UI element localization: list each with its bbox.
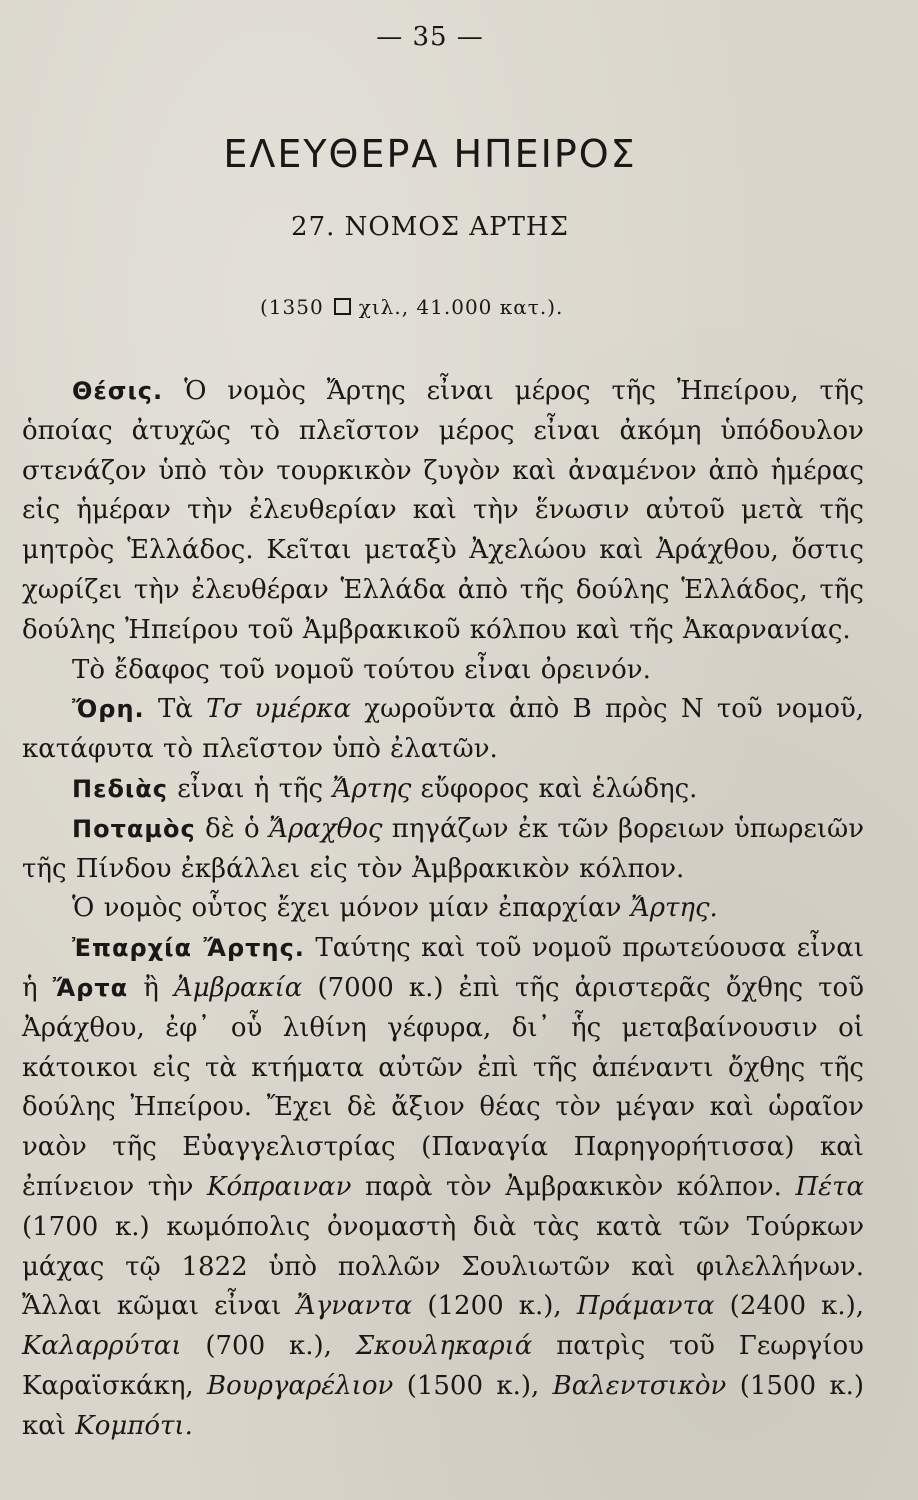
text-province-4: παρὰ τὸν Ἀμβρακικὸν κόλπον.	[364, 1171, 782, 1202]
name-peta: Πέτα	[795, 1171, 865, 1202]
text-mountains-1: Τὰ	[157, 694, 193, 725]
name-kopraina: Κόπραιναν	[207, 1171, 352, 1202]
paragraph-plain	[22, 770, 864, 810]
stats-area: χιλ., 41.000	[358, 295, 493, 319]
text-mountains-2: χωροῦντα ἀπὸ Β πρὸς Ν τοῦ νομοῦ, κατάφυτα τὸ πλεῖστον ὑπὸ ἐλατῶν.	[22, 694, 865, 765]
text-river-1: δὲ ὁ	[205, 813, 260, 844]
text-plain-2: εὔφορος καὶ ἑλώδης.	[420, 773, 698, 804]
text-province-8: (700 κ.),	[205, 1331, 332, 1362]
text-terrain: Τὸ ἔδαφος τοῦ νομοῦ τούτου εἶναι ὀρεινόν.	[72, 654, 651, 685]
area-population-line	[260, 295, 563, 319]
heading-province: Ἐπαρχία Ἄρτης.	[72, 934, 305, 963]
text-thesis: Ὁ νομὸς Ἄρτης εἶναι μέρος τῆς Ἠπείρου, τῆς ὁποίας ἀτυχῶς τὸ πλεῖστον μέρος εἶναι ἀκόμη ὑπόδουλον στενάζον ὑπὸ τὸν τουρκικὸν ζυγὸν καὶ ἀναμένον ἀπὸ ἡμέρας εἰς ἡμέραν τὴν ἐλευθερίαν καὶ τὴν ἕνωσιν αὐτοῦ μετὰ τῆς μητρὸς Ἑλλάδος. Κεῖται μεταξὺ Ἀχελώου καὶ Ἀράχθου, ὅστις χωρίζει τὴν ἐλευθέραν Ἑλλάδα ἀπὸ τῆς δούλης Ἑλλάδος, τῆς δούλης Ἠπείρου τοῦ Ἀμβρακικοῦ κόλπου καὶ τῆς Ἀκαρνανίας.	[22, 376, 865, 645]
text-province-7: (2400 κ.),	[729, 1291, 865, 1322]
paragraph-mountains	[22, 690, 864, 770]
paragraph-terrain	[22, 651, 864, 691]
name-tsoumerka: Τσ υμέρκα	[206, 694, 352, 725]
name-ambrakia: Ἀμβρακία	[173, 972, 303, 1003]
name-arta-plain: Ἄρτης	[332, 773, 412, 804]
stats-population: κατ.).	[499, 295, 564, 319]
text-province-2: ἢ	[143, 972, 159, 1003]
paragraph-province	[22, 929, 864, 1446]
text-province-6: (1200 κ.),	[427, 1291, 562, 1322]
section-title: 27. ΝΟΜΟΣ ΑΡΤΗΣ	[291, 212, 569, 242]
text-province-11: (1500 κ.) καὶ	[22, 1370, 865, 1441]
name-kompoti: Κομπότι.	[75, 1410, 193, 1441]
text-province-5: (1700 κ.) κωμόπολις ὀνομαστὴ διὰ τὰς κατὰ τῶν Τούρκων μάχας τῷ 1822 ὑπὸ πολλῶν Σουλιωτῶν καὶ φιλελλήνων. Ἄλλαι κῶμαι εἶναι	[22, 1211, 864, 1322]
heading-river: Ποταμὸς	[72, 814, 196, 843]
chapter-title: ΕΛΕΥΘΕΡΑ ΗΠΕΙΡΟΣ	[223, 132, 637, 176]
name-province-arta: Ἄρτης.	[630, 893, 718, 924]
paragraph-position	[22, 372, 864, 651]
name-arachthos: Ἄραχθος	[268, 813, 383, 844]
heading-plain: Πεδιὰς	[72, 774, 168, 803]
text-river-2: πηγάζων ἐκ τῶν βορειων ὑπωρειῶν τῆς Πίνδου ἐκβάλλει εἰς τὸν Ἀμβρακικὸν κόλπον.	[22, 813, 865, 884]
name-agnanta: Ἄγναντα	[296, 1291, 413, 1322]
heading-thesis: Θέσις.	[72, 377, 164, 405]
text-province-10: (1500 κ.),	[406, 1370, 540, 1401]
name-arta-city: Ἄρτα	[52, 973, 129, 1002]
square-icon	[334, 298, 351, 315]
text-province-1: Ταύτης καὶ τοῦ νομοῦ πρωτεύουσα εἶναι ἡ	[22, 933, 864, 1003]
stats-open: (1350	[260, 295, 324, 319]
paragraph-river	[22, 810, 864, 890]
name-kalarrytai: Καλαρρύται	[22, 1331, 182, 1362]
text-plain-1: εἶναι ἡ τῆς	[177, 773, 324, 804]
text-province-3: (7000 κ.) ἐπὶ τῆς ἀριστερᾶς ὄχθης τοῦ Ἀράχθου, ἐφ᾽ οὗ λιθίνη γέφυρα, δι᾽ ἧς μεταβαίνουσιν οἱ κάτοικοι εἰς τὰ κτήματα αὐτῶν ἐπὶ τῆς ἀπέναντι ὄχθης τῆς δούλης Ἠπείρου. Ἔχει δὲ ἄξιον θέας τὸν μέγαν καὶ ὡραῖον ναὸν τῆς Εὐαγγελιστρίας (Παναγία Παρηγορήτισσα) καὶ ἐπίνειον τὴν	[22, 972, 865, 1202]
text-province-intro: Ὁ νομὸς οὗτος ἔχει μόνον μίαν ἐπαρχίαν	[72, 893, 622, 924]
name-vourgareli: Βουργαρέλιον	[207, 1370, 394, 1401]
paragraph-province-intro	[22, 889, 864, 929]
name-pramanta: Πράμαντα	[576, 1291, 715, 1322]
text-province-9: πατρὶς τοῦ Γεωργίου Καραϊσκάκη,	[22, 1331, 864, 1401]
heading-mountains: Ὄρη.	[72, 695, 145, 724]
page-number: — 35 —	[376, 22, 484, 52]
name-skoulikaria: Σκουληκαριά	[355, 1331, 533, 1362]
body-text	[22, 372, 864, 1447]
name-valentsiko: Βαλεντσικὸν	[552, 1370, 727, 1401]
